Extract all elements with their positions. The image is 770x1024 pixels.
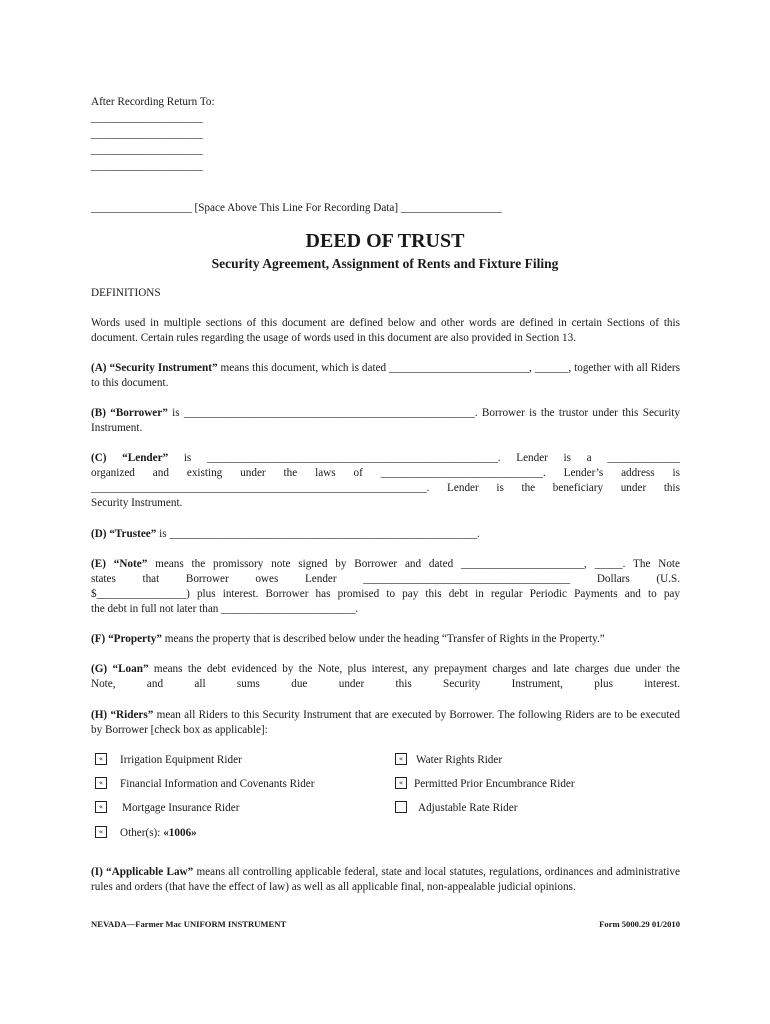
footer-right: Form 5000.29 01/2010	[599, 919, 680, 929]
definition-e-label: (E) “Note”	[91, 558, 148, 570]
water-rights-rider-checkbox[interactable]: «	[395, 753, 407, 765]
definition-c-label: (C) “Lender”	[91, 452, 169, 464]
definition-i	[91, 865, 680, 895]
definition-g-label: (G) “Loan”	[91, 663, 149, 675]
adjustable-rate-rider-checkbox[interactable]	[395, 801, 407, 813]
definition-f-label: (F) “Property”	[91, 633, 162, 645]
permitted-encumbrance-rider-label: Permitted Prior Encumbrance Rider	[414, 778, 575, 790]
definition-g-line-2: Note, and all sums due under this Security Instrument, plus interest.	[91, 678, 680, 690]
definition-d-text: is _______________________________________________________.	[156, 528, 480, 540]
return-line-2: ____________________	[91, 128, 203, 140]
other-riders-checkbox[interactable]: «	[95, 826, 107, 838]
definition-c-text-1: is ____________________________________________________. Lender is a _____________	[168, 452, 680, 464]
definition-e-line-1	[91, 557, 680, 572]
definition-g-line-1	[91, 662, 680, 677]
definition-d	[91, 527, 680, 542]
financial-rider-checkbox[interactable]: «	[95, 777, 107, 789]
irrigation-rider-checkbox[interactable]: «	[95, 753, 107, 765]
other-riders-value: «1006»	[163, 827, 197, 839]
definition-h-label: (H) “Riders”	[91, 709, 154, 721]
definition-i-text: means all controlling applicable federal, state and local statutes, regulations, ordinances and administrative rules and orders (that have the effect of law) as well as all applicable final, non-appealable judicial opinions.	[91, 866, 680, 893]
return-line-1: ____________________	[91, 112, 203, 124]
definition-a-text: means this document, which is dated _________________________, ______, together with all Riders to this document.	[91, 362, 681, 389]
mortgage-insurance-rider-checkbox[interactable]: «	[95, 801, 107, 813]
definition-e-line-4: the debt in full not later than ________________________.	[91, 603, 359, 615]
definition-b	[91, 406, 680, 436]
definition-e	[91, 557, 680, 617]
permitted-encumbrance-rider-checkbox[interactable]: «	[395, 777, 407, 789]
definition-a	[91, 361, 680, 391]
definition-f	[91, 632, 680, 647]
definition-e-text-1: means the promissory note signed by Borrower and dated ______________________, _____. The Note	[147, 558, 680, 570]
definition-g-text-1: means the debt evidenced by the Note, plus interest, any prepayment charges and late charges due under the	[148, 663, 681, 675]
financial-rider-label: Financial Information and Covenants Rider	[120, 778, 315, 790]
recording-data-line: __________________ [Space Above This Line For Recording Data] __________________	[91, 202, 502, 214]
other-riders-label: Other(s):	[120, 827, 164, 839]
definition-g	[91, 662, 680, 692]
definition-a-label: (A) “Security Instrument”	[91, 362, 218, 374]
document-title: DEED OF TRUST	[305, 230, 465, 252]
adjustable-rate-rider-label: Adjustable Rate Rider	[418, 802, 518, 814]
definition-c-line-2: organized and existing under the laws of _____________________________. Lender’s address is	[91, 467, 680, 479]
definition-d-label: (D) “Trustee”	[91, 528, 157, 540]
other-riders	[120, 826, 197, 840]
return-line-3: ____________________	[91, 144, 203, 156]
definition-c-line-4: Security Instrument.	[91, 497, 183, 509]
definition-b-text: is ____________________________________________________. Borrower is the trustor under this Security Instrument.	[91, 407, 681, 434]
definition-f-text: means the property that is described below under the heading “Transfer of Rights in the Property.”	[161, 633, 605, 645]
definition-e-line-3: $________________) plus interest. Borrower has promised to pay this debt in regular Periodic Payments and to pay	[91, 588, 680, 600]
definition-c	[91, 451, 680, 511]
footer-left: NEVADA—Farmer Mac UNIFORM INSTRUMENT	[91, 919, 287, 929]
definition-e-line-2: states that Borrower owes Lender _____________________________________ Dollars (U.S.	[91, 573, 680, 585]
definition-c-line-3: ____________________________________________________________. Lender is the beneficiary under this	[91, 482, 680, 494]
mortgage-insurance-rider-label: Mortgage Insurance Rider	[122, 802, 240, 814]
definition-h-text: mean all Riders to this Security Instrument that are executed by Borrower. The following Riders are to be executed by Borrower [check box as applicable]:	[91, 709, 680, 736]
water-rights-rider-label: Water Rights Rider	[416, 754, 503, 766]
definitions-intro: Words used in multiple sections of this document are defined below and other words are defined in certain Sections of this document. Certain rules regarding the usage of words used in this document are also provided in Section 13.	[91, 317, 680, 344]
definitions-heading: DEFINITIONS	[91, 287, 161, 299]
return-label: After Recording Return To:	[91, 96, 215, 108]
irrigation-rider-label: Irrigation Equipment Rider	[120, 754, 242, 766]
definition-b-label: (B) “Borrower”	[91, 407, 168, 419]
definition-h	[91, 708, 680, 738]
definition-c-line-1	[91, 451, 680, 466]
return-line-4: ____________________	[91, 160, 203, 172]
document-subtitle: Security Agreement, Assignment of Rents and Fixture Filing	[211, 256, 559, 271]
definition-i-label: (I) “Applicable Law”	[91, 866, 194, 878]
